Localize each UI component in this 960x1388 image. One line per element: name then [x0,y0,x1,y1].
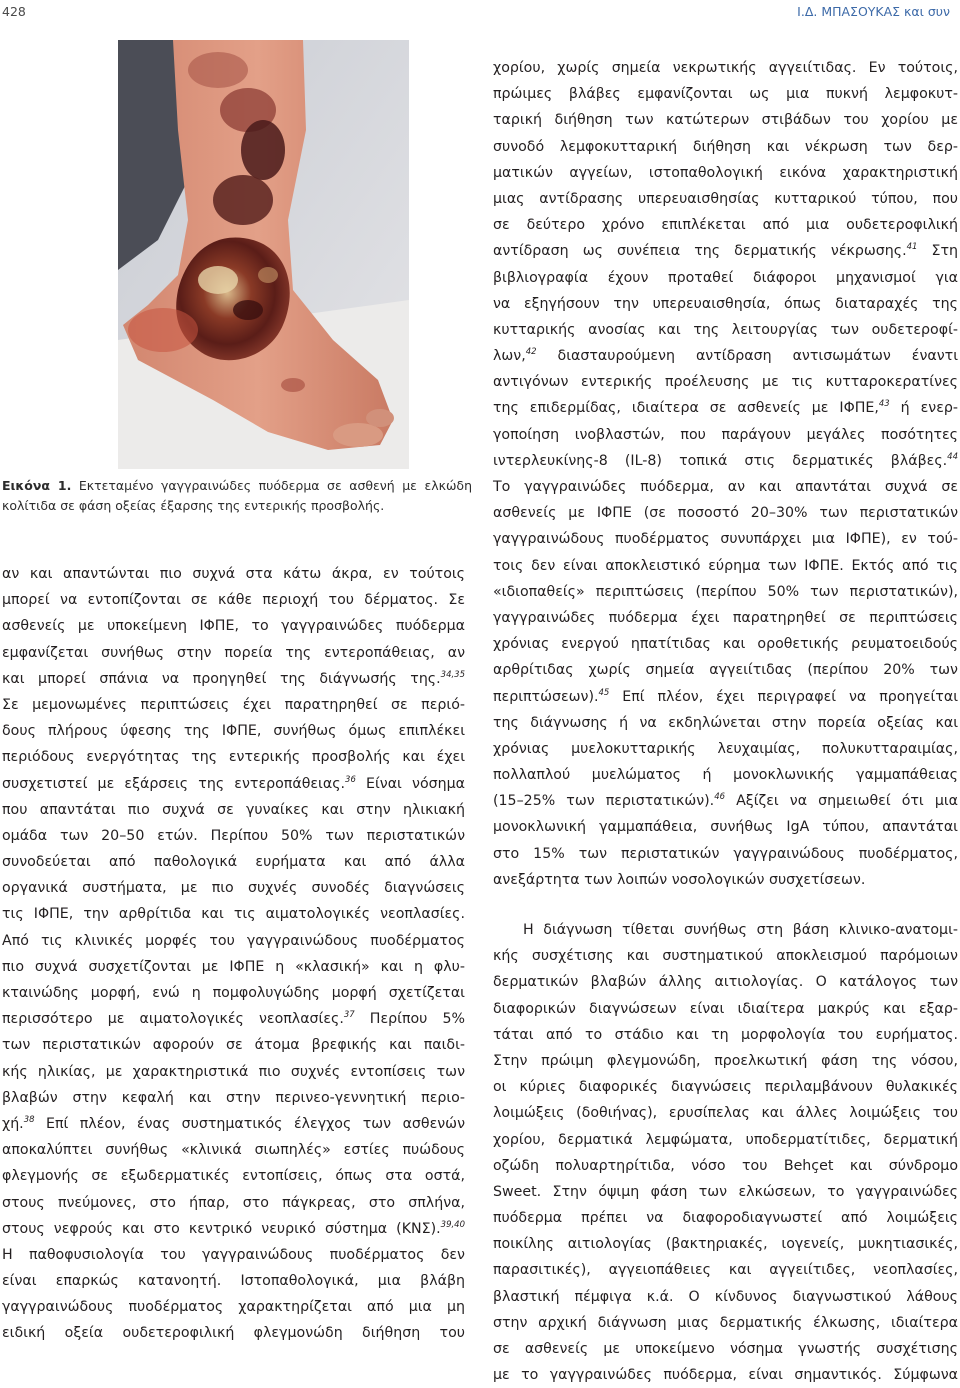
text-line [493,265,958,291]
line-text: αν και απαντώνται πιο συχνά στα κάτω άκρα, εν τούτοις [2,566,465,582]
right-text-column [493,55,958,1388]
text-line [2,849,465,875]
line-text: συνοδεύεται από παθολογικά ευρήματα και από άλλα [2,854,465,871]
text-line [493,448,958,474]
ulcer-illustration [118,40,409,469]
text-line [493,1362,958,1388]
text-line [2,771,465,797]
text-line [493,238,958,264]
line-text: κυτταρικής ανοσίας και της λειτουργίας των ουδετεροφί- [493,321,958,338]
line-text: ομάδα των 20–50 ετών. Περίπου 50% των περιστατικών [2,827,465,844]
citation-superscript: 39,40 [440,1219,465,1230]
line-text: σε ασθενείς με υποκείμενο νόσημα γνωστής συσχέτισης [493,1341,958,1357]
line-text: γαγγραινώδες πυόδερμα έχει παρατηρηθεί σε περιπτώσεις [493,609,958,626]
text-line [2,561,465,587]
text-line [2,928,465,954]
text-line [493,996,958,1022]
text-line [493,343,958,369]
line-text: βλαβών στην κεφαλή και στην περινεο-γεννητική περιο- [2,1089,465,1106]
line-text: τις ΙΦΠΕ, την αρθρίτιδα και τις αιματολογικές νεοπλασίες. [2,906,465,923]
line-text: αντίδραση ως συνέπεια της δερματικής νέκρωσης. [493,243,907,260]
text-line [2,1320,465,1346]
line-text: χορίου, δερματικά λεμφώματα, υποδερματίτιδες, δερματική [493,1131,958,1148]
line-text: βλαστική πέμφιγα κ.ά. Ο κίνδυνος διαγνωστικού λάθους [493,1288,958,1305]
text-line [493,657,958,683]
text-line [493,684,958,710]
line-text: ειδική οξεία ουδετεροφιλική φλεγμονώδη διήθηση του [2,1325,465,1342]
line-text: πρώιμες βλάβες εμφανίζονται ως μια πυκνή λεμφοκυτ- [493,86,958,103]
line-text: δους πλήρους ύφεσης της ΙΦΠΕ, συνήθως όμως επιπλέκει [2,723,465,740]
line-text: οργανικά συστήματα, με πιο συχνές συνοδές διαγνώσεις [2,880,465,897]
line-text: σε δεύτερο χρόνο επιπλέκεται από μια ουδετεροφιλική [493,217,958,234]
line-text: περισσότερο με αιματολογικές νεοπλασίες. [2,1011,344,1028]
line-text: Η διάγνωση τίθεται συνήθως στη βάση κλινικο-ανατομι- [523,922,958,938]
line-text-continued: Είναι νόσημα [355,775,465,792]
line-text: με το γαγγραινώδες πυόδερμα, είναι σημαντικός. Σύμφωνα [493,1367,958,1384]
figure-caption [2,476,472,515]
line-text: εμφανίζεται συνήθως στην πορεία της εντεροπάθειας, αν [2,644,465,661]
line-text: παρασιτικές), αγγειοπάθειες και αγγειίτιδες, νεοπλασίες, [493,1262,958,1279]
text-line [493,841,958,867]
line-text: στο 15% των περιστατικών γαγγραινώδους πυοδέρματος, [493,845,958,862]
text-line [2,1268,465,1294]
text-line [2,640,465,666]
text-line [2,744,465,770]
citation-superscript: 42 [525,347,537,358]
line-text: γοποίηση ινοβλαστών, που παράγουν μεγάλες ποσότητες [493,426,958,443]
text-line [493,212,958,238]
line-text: Sweet. Στην όψιμη φάση των ελκώσεων, το γαγγραινώδες [493,1183,958,1200]
text-line [493,422,958,448]
text-line [493,369,958,395]
text-line [493,969,958,995]
line-text: Από τις κλινικές μορφές του γαγγραινώδους πυοδέρματος [2,932,465,949]
line-text-continued: διασταυρούμενη αντίδραση αντισωμάτων έναντι [536,348,958,365]
text-line [2,613,465,639]
citation-superscript: 43 [878,399,890,410]
citation-superscript: 36 [345,774,356,785]
line-text: της επιδερμίδας, ιδιαίτερα σε ασθενείς με ΙΦΠΕ, [493,400,879,417]
figure-label: Εικόνα 1. [2,478,72,493]
clinical-photo-leg-ulcer [118,40,409,469]
text-line [493,736,958,762]
text-line [493,474,958,500]
citation-superscript: 38 [23,1114,35,1125]
line-text: στους νεφρούς και στο κεντρικό νευρικό σύστημα (ΚΝΣ). [2,1220,441,1237]
text-line [493,500,958,526]
text-line [493,1153,958,1179]
line-text: περιπτώσεων). [493,688,599,705]
text-line [2,1085,465,1111]
line-text: Στην πρώιμη φλεγμονώδη, προελκωτική φάση της νόσου, [493,1052,958,1069]
line-text-continued: Επί πλέον, ένας συστηματικός έλεγχος των ασθενών [34,1115,465,1132]
text-line [2,1059,465,1085]
text-line [493,579,958,605]
line-text: ασθενείς με υποκείμενη ΙΦΠΕ, το γαγγραινώδες πυόδερμα [2,618,465,635]
line-text: οι κύριες διαφορικές διαγνώσεις περιλαμβάνουν θυλακικές [493,1079,958,1096]
line-text: (15–25% των περιστατικών). [493,793,715,810]
line-text: ποικίλης αιτιολογίας (βακτηριακές, ιογενείς, μυκητιασικές, [493,1236,958,1253]
text-line [493,1336,958,1362]
text-line [493,291,958,317]
text-line [493,526,958,552]
text-line [493,395,958,421]
line-text: ασθενείς με ΙΦΠΕ (σε ποσοστό 20–30% των περιστατικών [493,505,958,522]
text-line [2,1137,465,1163]
line-text: λων, [493,348,526,365]
line-text: τάται από το στάδιο και τη μορφολογία του ευρήματος. [493,1026,958,1043]
line-text: «ιδιοπαθείς» περιπτώσεις (περίπου 50% των περιστατικών), [493,583,958,600]
line-text-continued: Αξίζει να σημειωθεί ότι μια [725,793,958,810]
text-line [2,823,465,849]
text-line [493,1048,958,1074]
text-line [493,160,958,186]
text-line [493,943,958,969]
text-line [2,1006,465,1032]
line-text: χρόνιας ενεργού ηπατίτιδας και οροθετικής ρευματοειδούς [493,636,958,653]
text-line [493,710,958,736]
text-line [2,1111,465,1137]
line-text: χή. [2,1115,24,1132]
line-text: της διάγνωσης ή να εκδηλώνεται στην πορεία οξείας και [493,714,958,731]
text-line [493,814,958,840]
text-line [2,954,465,980]
line-text: διαφορικών διαγνώσεων είναι ιδιαίτερα μακρύς και εξαρ- [493,1000,958,1017]
line-text: κής συσχέτισης και συστηματικού αποκλεισμού παρόμοιων [493,948,958,965]
line-text: ιντερλευκίνης-8 (IL-8) τοπικά στις δερματικές βλάβες. [493,452,948,469]
text-line [2,1163,465,1189]
text-line [493,762,958,788]
line-text: πυόδερμα πρέπει να διαφοροδιαγνωστεί από λοιμώξεις [493,1210,958,1227]
line-text: χορίου, χωρίς σημεία νεκρωτικής αγγειίτιδας. Εν τούτοις, [493,60,958,76]
citation-superscript: 46 [714,792,726,803]
text-line [493,605,958,631]
text-line [2,797,465,823]
line-text: αρθρίτιδας χωρίς σημεία αγγειίτιδας (περίπου 20% των [493,662,958,679]
text-line [493,788,958,814]
line-text: των περιστατικών αφορούν σε άτομα βρεφικής και παιδι- [2,1037,465,1054]
text-line [493,917,958,943]
text-line [493,1074,958,1100]
line-text: αποκαλύπτει συνήθως «κλινικά σιωπηλές» εστίες πυώδους [2,1142,465,1159]
citation-superscript: 41 [906,242,918,253]
text-line [493,107,958,133]
line-text: γαγγραινώδους πυοδέρματος συνυπάρχει μια ΙΦΠΕ), εν τού- [493,531,958,548]
text-line [493,317,958,343]
text-line [2,1216,465,1242]
text-line [493,186,958,212]
text-line [2,666,465,692]
text-line [493,553,958,579]
line-text: ταρική διήθηση των κατώτερων στιβάδων του χορίου με [493,112,958,129]
text-line [2,901,465,927]
line-text: φλεγμονής σε εξωδερματικές εντοπίσεις, όπως στα οστά, [2,1168,465,1185]
text-line [2,718,465,744]
citation-superscript: 45 [598,687,610,698]
text-line [493,1231,958,1257]
line-text: αντιγόνων εντερικής προέλευσης με τις κυτταροκερατίνες [493,374,958,391]
line-text: μιας αντίδρασης υπερευαισθησίας κυτταρικού τύπου, που [493,190,958,207]
text-line [493,1205,958,1231]
line-text-continued: ή ενερ- [889,400,958,417]
line-text-continued: Περίπου 5% [354,1011,465,1028]
line-text: κής ηλικίας, με χαρακτηριστικά πιο συχνές εντοπίσεις των [2,1063,465,1080]
text-line [493,81,958,107]
text-line [493,631,958,657]
line-text: μονοκλωνική γαμμαπάθεια, συνήθως IgA τύπου, απαντάται [493,819,958,836]
citation-superscript: 44 [947,451,958,462]
line-text: λοιμώξεις (δοθιήνας), ερυσίπελας και άλλες λοιμώξεις του [493,1105,958,1122]
line-text: πιο συχνά συσχετίζονται με ΙΦΠΕ η «κλασική» και η φλυ- [2,958,465,975]
line-text: πολλαπλού μυελώματος ή μονοκλωνικής γαμμαπάθειας [493,767,958,784]
line-text: μπορεί να εντοπίζονται σε κάθε περιοχή του δέρματος. Σε [2,592,465,609]
figure-caption-text: Εκτεταμένο γαγγραινώδες πυόδερμα σε ασθενή με ελκώδη κολίτιδα σε φάση οξείας έξαρσης της εντερικής προσβολής. [2,478,473,513]
text-line [2,1190,465,1216]
line-text: στους πνεύμονες, στο ήπαρ, στο πάγκρεας, στο σπλήνα, [2,1194,465,1211]
text-line [493,1127,958,1153]
text-line [493,1022,958,1048]
running-header [0,0,960,24]
line-text: που απαντάται πιο συχνά σε γυναίκες και στην ηλικιακή [2,801,465,818]
text-line [493,1257,958,1283]
paragraph-gap [493,893,958,917]
text-line [493,1100,958,1126]
line-text: συνοδό λεμφοκυτταρική διήθηση και νέκρωση των δερ- [493,138,958,155]
line-text: Η παθοφυσιολογία του γαγγραινώδους πυοδέρματος δεν [2,1246,465,1263]
line-text: και μπορεί σπάνια να προηγηθεί της διάγνωσής της. [2,670,441,687]
running-head-authors: Ι.Δ. ΜΠΑΣΟΥΚΑΣ και συν [797,4,950,19]
line-text: είναι επαρκώς κατανοητή. Ιστοπαθολογικά, μια βλάβη [2,1273,465,1290]
text-line [493,867,958,893]
page-number: 428 [2,4,26,19]
line-text: ανεξάρτητα των λοιπών νοσολογικών συσχετίσεων. [493,871,866,888]
text-line [493,134,958,160]
line-text-continued: Επί πλέον, έχει περιγραφεί να προηγείται [609,688,958,705]
line-text: Το γαγγραινώδες πυόδερμα, αν και απαντάται συχνά σε [493,479,958,495]
text-line [2,1032,465,1058]
line-text: περιόδους ενεργότητας της εντερικής προσβολής και έχει [2,749,465,766]
line-text: κταινώδης μορφή, ενώ η πομφολυγώδης μορφή σχετίζεται [2,985,465,1001]
line-text: οζώδη πολυαρτηρίτιδα, νόσο του Behçet και σύνδρομο [493,1157,958,1174]
text-line [2,875,465,901]
line-text: γαγγραινώδους πυοδέρματος χαρακτηρίζεται από μια μη [2,1299,465,1316]
left-text-column [2,561,465,1347]
line-text: συσχετιστεί με εξάρσεις της εντεροπάθειας. [2,775,346,792]
text-line [493,1179,958,1205]
text-line [2,692,465,718]
line-text: ματικών αγγείων, ιστοπαθολογική εικόνα χαρακτηριστική [493,164,958,181]
line-text: δερματικών βλαβών άλλης αιτιολογίας. Ο κατάλογος των [493,974,958,991]
citation-superscript: 37 [343,1010,355,1021]
line-text: βιβλιογραφία έχουν προταθεί διάφοροι μηχανισμοί για [493,269,958,286]
text-line [2,587,465,613]
text-line [2,1242,465,1268]
line-text: Σε μεμονωμένες περιπτώσεις έχει παρατηρηθεί σε περιό- [2,696,465,713]
text-line [493,55,958,81]
citation-superscript: 34,35 [440,669,465,680]
text-line [2,980,465,1006]
line-text: στην αρχική διάγνωση μιας δερματικής έλκωσης, ιδιαίτερα [493,1314,958,1331]
line-text: χρόνιας μυελοκυτταρικής λευχαιμίας, πολυκυτταραιμίας, [493,740,958,757]
line-text: τοις δεν είναι αποκλειστικό εύρημα των ΙΦΠΕ. Εκτός από τις [493,557,958,574]
text-line [493,1284,958,1310]
text-line [493,1310,958,1336]
line-text-continued: Στη [917,243,958,260]
line-text: να εξηγήσουν την υπερευαισθησία, όπως διαταραχές της [493,295,958,312]
text-line [2,1294,465,1320]
